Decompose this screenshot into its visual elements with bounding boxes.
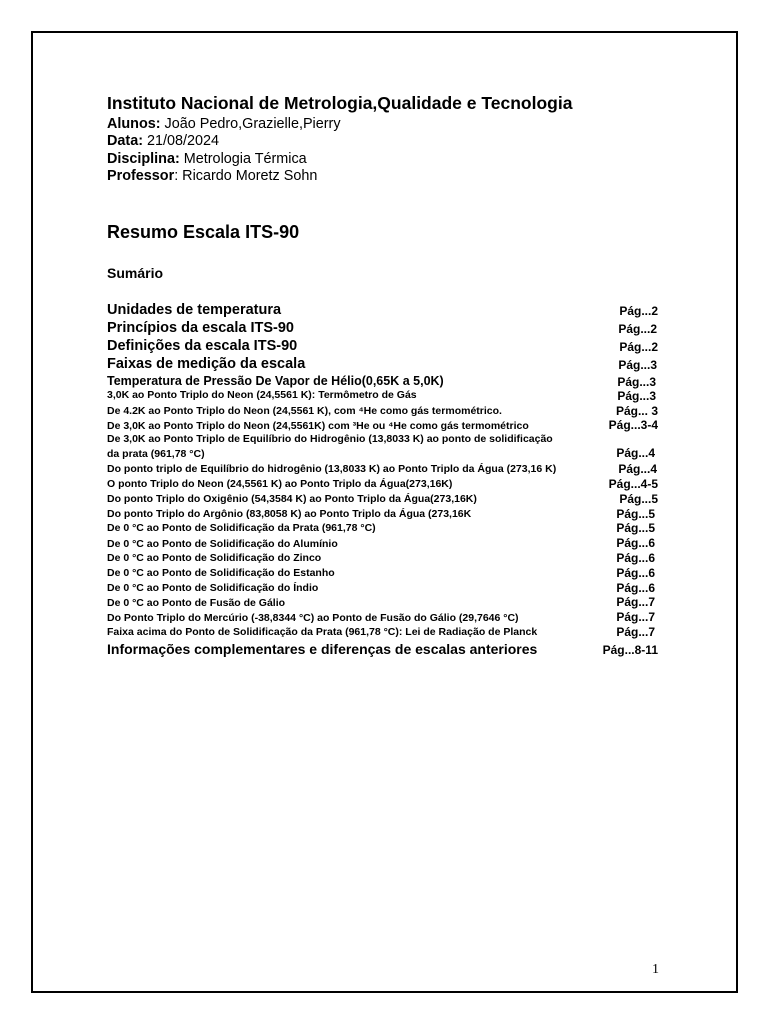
toc-entry-title: da prata (961,78 °C) <box>107 448 205 460</box>
toc-entry-page: Pág... 3 <box>615 404 658 418</box>
toc-entry-page: Pág...3 <box>617 375 656 389</box>
toc-entry-page: Pág...2 <box>619 304 658 318</box>
discipline-label: Disciplina: <box>107 151 180 167</box>
institution-name: Instituto Nacional de Metrologia,Qualidade e Tecnologia <box>107 93 573 113</box>
toc-entry-title: Do Ponto Triplo do Mercúrio (-38,8344 °C) ao Ponto de Fusão do Gálio (29,7646 °C) <box>107 612 519 624</box>
toc-entry-page: Pág...6 <box>616 566 655 580</box>
toc-entry-page: Pág...6 <box>616 536 655 550</box>
toc-entry-title: De 3,0K ao Ponto Triplo de Equilíbrio do Hidrogênio (13,8033 K) ao ponto de solidificação <box>107 433 553 445</box>
toc-entry-title: De 0 °C ao Ponto de Fusão de Gálio <box>107 597 286 609</box>
toc-entry-page: Pág...7 <box>616 595 655 609</box>
toc-entry-page: Pág...4 <box>618 462 657 476</box>
toc-entry-title: De 0 °C ao Ponto de Solidificação do Alumínio <box>107 538 338 550</box>
toc-entry-title: Do ponto Triplo do Oxigênio (54,3584 K) ao Ponto Triplo da Água(273,16K) <box>107 493 477 505</box>
professor-value: : Ricardo Moretz Sohn <box>174 168 318 184</box>
professor-line <box>107 168 317 185</box>
page-number: 1 <box>652 962 659 977</box>
toc-entry-page: Pág...7 <box>616 610 655 624</box>
toc-entry-title: De 0 °C ao Ponto de Solidificação da Prata (961,78 °C) <box>107 522 376 534</box>
toc-entry-title: De 0 °C ao Ponto de Solidificação do Índio <box>107 582 319 594</box>
toc-entry-title: De 4.2K ao Ponto Triplo do Neon (24,5561 K), com ⁴He como gás termométrico. <box>107 405 502 417</box>
toc-entry-page: Pág...7 <box>616 625 655 639</box>
toc-entry-page: Pág...8-11 <box>602 643 658 657</box>
date-value: 21/08/2024 <box>142 133 220 149</box>
toc-entry-page: Pág...6 <box>616 581 655 595</box>
toc-entry-title: De 0 °C ao Ponto de Solidificação do Estanho <box>107 567 335 579</box>
students-label: Alunos: <box>107 116 161 132</box>
toc-entry-title: De 0 °C ao Ponto de Solidificação do Zinco <box>107 552 322 564</box>
toc-entry-title: Temperatura de Pressão De Vapor de Hélio(0,65K a 5,0K) <box>107 374 444 388</box>
toc-entry-title: Princípios da escala ITS-90 <box>107 320 294 336</box>
toc-entry-title: Do ponto Triplo do Argônio (83,8058 K) ao Ponto Triplo da Água (273,16K <box>107 508 472 520</box>
toc-entry-page: Pág...5 <box>619 492 658 506</box>
toc-entry-page: Pág...5 <box>616 507 655 521</box>
toc-entry-page: Pág...2 <box>619 340 658 354</box>
toc-entry-title: Faixa acima do Ponto de Solidificação da Prata (961,78 °C): Lei de Radiação de Planck <box>107 626 538 638</box>
toc-entry-page: Pág...4-5 <box>608 477 658 491</box>
summary-heading: Sumário <box>107 265 164 281</box>
toc-entry-title: Definições da escala ITS-90 <box>107 338 298 354</box>
discipline-value: Metrologia Térmica <box>179 151 307 167</box>
toc-entry-page: Pág...3-4 <box>608 418 658 432</box>
toc-entry-page: Pág...6 <box>616 551 655 565</box>
toc-entry-page: Pág...2 <box>618 322 657 336</box>
toc-entry-page: Pág...3 <box>617 389 656 403</box>
toc-entry-title: De 3,0K ao Ponto Triplo do Neon (24,5561K) com ³He ou ⁴He como gás termométrico <box>107 420 529 432</box>
toc-entry-title: Do ponto triplo de Equilíbrio do hidrogênio (13,8033 K) ao Ponto Triplo da Água (273,16 K) <box>107 463 557 475</box>
students-line <box>107 116 341 133</box>
discipline-line <box>107 151 307 168</box>
toc-entry-page: Pág...5 <box>616 521 655 535</box>
toc-entry-title: 3,0K ao Ponto Triplo do Neon (24,5561 K): Termômetro de Gás <box>107 389 417 401</box>
date-line <box>107 133 219 150</box>
students-value: João Pedro,Grazielle,Pierry <box>160 116 341 132</box>
professor-label: Professor <box>107 168 175 184</box>
toc-entry-title: Informações complementares e diferenças de escalas anteriores <box>107 641 538 657</box>
toc-entry-page: Pág...4 <box>616 446 655 460</box>
toc-entry-title: Faixas de medição da escala <box>107 356 306 372</box>
toc-entry-title: O ponto Triplo do Neon (24,5561 K) ao Ponto Triplo da Água(273,16K) <box>107 478 453 490</box>
document-title: Resumo Escala ITS-90 <box>107 222 300 242</box>
toc-entry-title: Unidades de temperatura <box>107 302 282 318</box>
date-label: Data: <box>107 133 143 149</box>
toc-entry-page: Pág...3 <box>618 358 657 372</box>
